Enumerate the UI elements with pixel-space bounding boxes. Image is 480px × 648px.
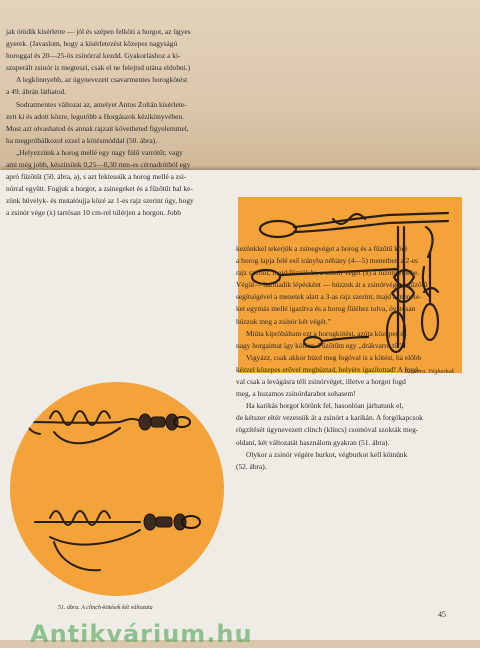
text-line: Végül— harmadik lépésként — húzzuk át a zsinórvéget a fűzőtű [236,280,428,290]
text-line: húzzuk meg a zsinór két végét.” [236,316,331,326]
text-line: Sodratmentes változat az, amelyet Antos Zoltán kísérlete- [16,99,187,109]
text-line: a 49. ábrán láthatod. [6,87,67,97]
text-line: gyerek. (Javaslom, hogy a kísérletezést közepes nagyságú [6,39,178,49]
text-line: Vigyázz, csak akkor húzd meg fogóval is a kötést, ha előbb [246,352,422,362]
text-line: Miúta kipróbáltam ezt a horogkötést, azóta közepes és [246,328,407,338]
text-line: horoggal és 20—25-ös zsinórral kezdd. Gyakorláshoz a ki- [6,51,181,61]
text-line: ket egymás mellé igazítva és a horog füléhez tolva, óvatosan [236,304,416,314]
text-line: a zsinór vége (x) tartósan 10 cm-rel túlérjen a horgon. Jobb [6,208,181,218]
left-text-column [6,26,228,220]
text-line: a horog lapja felé eső irányba néhány (4—5) menetben a 2-es [236,256,418,266]
text-line: szuperált zsinór is megteszi, csak el ne felejtsd utána eldobni.) [6,63,191,73]
text-line: „Helyezzünk a horog mellé egy nagy fülű varrótűt, vagy [16,147,183,157]
text-line: kezünkkel tekerjük a zsinegvéget a horog és a fűzőtű köré [236,244,408,253]
text-line: jak ötödik kísérletre — jól és szépen felköti a horgot, az ügyes [6,27,191,36]
text-line: val csak a levágásra téli zsinórvéget, illetve a horgot fogd [236,377,406,387]
watermark: Antikvárium.hu [30,620,253,648]
figure-51-panel [10,382,224,596]
text-line: Olykor a zsinór végére hurkot, végburkot kell kötnünk [246,449,408,459]
text-line: ha megpróbálkozol ezzel a kötésmóddal (50. ábra). [6,135,158,145]
text-line: oldani, két változatát használom gyakran (51. ábra). [236,437,390,447]
text-line: Ha karikás horgot kötünk fel, hasonlóan járhatunk el, [246,401,404,411]
text-line: meg, a huzamos zsinórdarabot sohasem! [236,389,356,399]
figure-51-caption: 51. ábra. A clinch-kötések két változata [58,605,153,611]
text-line: de kétszer eltér vezessük át a zsinórt a karikán. A forgókapcsok [236,413,423,423]
text-line: zett ki és adott közre, legutóbb a Horgászok kézikönyvében. [6,111,185,121]
text-line: nagy horgaimat így kötöm. Fűzőtűm egy „drákvarró tű”. [236,340,404,350]
text-line: ami még jobb, készítsünk 0,25—0,30 mm-es cérnadrótból egy [6,160,191,170]
text-line: kézzel közepes erővel meghúztad, helyére igazítottad! A fogó- [236,364,421,374]
text-line: segítségével a menetek alatt a 3-as rajz szerint, majd a menete- [236,292,422,302]
text-line: (52. ábra). [236,461,267,471]
text-line: Most azt olvashatod és annak rajzait követheted figyelemmel, [6,123,189,133]
page-number: 45 [438,610,446,619]
right-text-column [236,243,456,473]
text-line: A legkönnyebb, az úgynevezett csavarmentes horogkötést [16,75,188,85]
text-line: apró fűzőtűt (50. ábra, a), s azt fektessük a horog mellé a zsi- [6,172,187,182]
text-line: zünk hüvelyk- és mutatóujja közé az 1-es rajz szerint úgy, hogy [6,196,194,206]
clinch-knot-illustration [10,382,224,596]
text-line: rajz szerint, majd fűzzük be a zsinór végét (x) a fűzőtű fülébe. [236,268,420,278]
text-line: nórral együtt. Fogjuk a horgot, a zsinegeket és a fűzőtűt bal ke- [6,184,193,194]
figure-52-caption: 52. ábra. Véghurkok [404,369,454,375]
text-line: rögzítését úgynevezett clinch (klincs) csomóval szokták meg- [236,425,419,435]
